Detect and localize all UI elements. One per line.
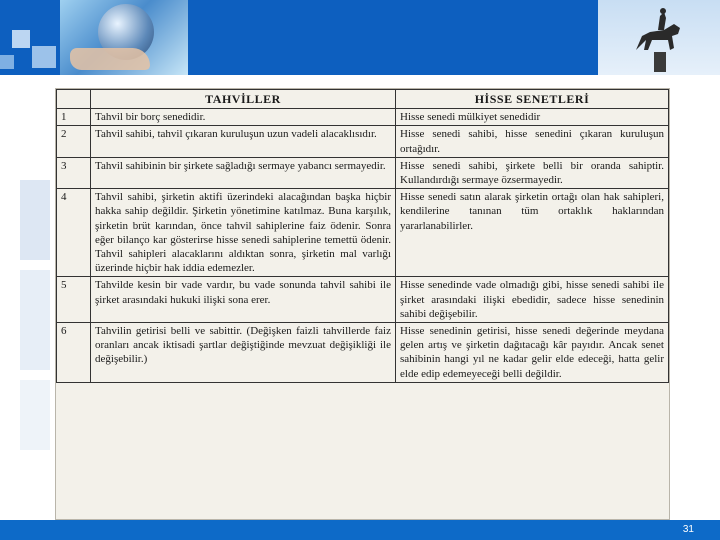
bond-cell: Tahvil sahibinin bir şirkete sağladığı sermaye yabancı sermayedir. [91, 157, 396, 188]
table-row [57, 323, 669, 383]
hand-icon [70, 48, 150, 70]
row-number: 5 [57, 277, 91, 323]
row-number: 1 [57, 109, 91, 126]
row-number: 2 [57, 126, 91, 157]
stock-cell: Hisse senedi sahibi, şirkete belli bir oranda sahiptir. Kullandırdığı sermaye özsermayedir. [396, 157, 669, 188]
bond-cell: Tahvilin getirisi belli ve sabittir. (Değişken faizli tahvillerde faiz oranları ancak iktisadi şartlar değiştiğinde mevzuat değişikliği ile değişebilir.) [91, 323, 396, 383]
stock-cell: Hisse senedi satın alarak şirketin ortağı olan hak sahipleri, kendilerine tanınan tüm ortaklık haklarından yararlanabilirler. [396, 189, 669, 277]
table-header-row [57, 90, 669, 109]
table-row [57, 126, 669, 157]
footer-bar [0, 520, 720, 540]
stock-cell: Hisse senedinde vade olmadığı gibi, hisse senedi sahibi ile şirket arasındaki ilişki ebedidir, sadece hisse senedinin sahibi değişebilir. [396, 277, 669, 323]
equestrian-statue-icon [628, 6, 692, 72]
header-stocks: HİSSE SENETLERİ [396, 90, 669, 109]
comparison-table [56, 89, 669, 383]
header-bonds: TAHVİLLER [91, 90, 396, 109]
row-number: 3 [57, 157, 91, 188]
side-decoration [20, 180, 50, 260]
header-blank [57, 90, 91, 109]
stock-cell: Hisse senedinin getirisi, hisse senedi değerinde meydana gelen artış ve şirketin dağıtacağı kâr payıdır. Ancak senet sahibinin hangi yıl ne kadar gelir elde edeceği, hatta gelir elde edip edemeyeceği belli değildir. [396, 323, 669, 383]
page-number: 31 [682, 524, 694, 535]
bond-cell: Tahvilde kesin bir vade vardır, bu vade sonunda tahvil sahibi ile şirket arasındaki hukuki ilişki sona erer. [91, 277, 396, 323]
table-row [57, 157, 669, 188]
globe-hand-photo [60, 0, 188, 75]
side-decoration [20, 380, 50, 450]
table-row [57, 189, 669, 277]
bond-cell: Tahvil sahibi, tahvil çıkaran kuruluşun uzun vadeli alacaklısıdır. [91, 126, 396, 157]
stock-cell: Hisse senedi sahibi, hisse senedini çıkaran kuruluşun ortağıdır. [396, 126, 669, 157]
side-decoration [20, 270, 50, 370]
table-row [57, 109, 669, 126]
bond-cell: Tahvil bir borç senedidir. [91, 109, 396, 126]
row-number: 6 [57, 323, 91, 383]
bond-cell: Tahvil sahibi, şirketin aktifi üzerindeki alacağından başka hiçbir hakka sahip değildir. Şirketin yönetimine katılmaz. Buna karşılık, şirketin brüt karından, önce tahvil sahiplerine faiz ödenir. Sonra eğer bilanço kar gösterirse hisse senedi sahiplerine temettü ödenir. Tahvil sahipleri alacaklarını aldıktan sonra, şirketin mal varlığı üzerinde hiçbir hak iddia edemezler. [91, 189, 396, 277]
table-row [57, 277, 669, 323]
document-scan [55, 88, 670, 520]
stock-cell: Hisse senedi mülkiyet senedidir [396, 109, 669, 126]
row-number: 4 [57, 189, 91, 277]
